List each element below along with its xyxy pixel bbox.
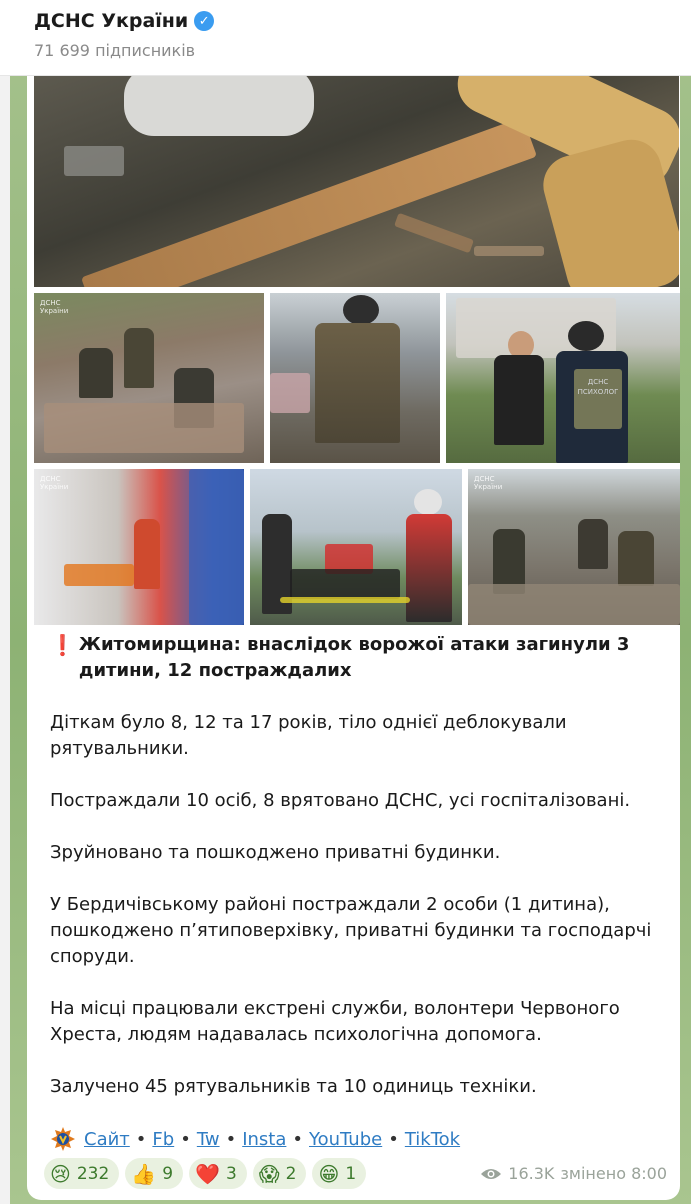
link-youtube[interactable]: YouTube	[309, 1128, 383, 1150]
screaming-face-icon: 😱	[258, 1161, 280, 1186]
door-shape	[189, 469, 244, 625]
reaction-count: 1	[345, 1163, 357, 1184]
volunteer-figure	[406, 514, 452, 622]
rescuer-figure	[124, 328, 154, 388]
stretcher-shape	[64, 564, 134, 586]
paragraph: Зруйновано та пошкоджено приватні будинки.	[50, 842, 501, 863]
photo-ambulance[interactable]	[34, 469, 244, 625]
title-text: Житомирщина: внаслідок ворожої атаки загинули 3 дитини, 12 постраждалих	[78, 634, 630, 681]
link-twitter[interactable]: Tw	[196, 1128, 220, 1150]
woman-figure	[494, 355, 544, 445]
eye-icon	[480, 1167, 502, 1181]
photo-main[interactable]	[34, 76, 679, 287]
reaction-heart[interactable]	[189, 1158, 247, 1189]
reaction-count: 232	[76, 1163, 110, 1184]
verified-icon: ✓	[194, 11, 214, 31]
paragraph: У Бердичівському районі постраждали 2 особи (1 дитина), пошкоджено п’ятиповерхівку, приватні будинки та господарчі споруди.	[50, 894, 652, 967]
vest-shape: ДСНС ПСИХОЛОГ	[574, 369, 622, 429]
photo-firefighter-sitting[interactable]	[270, 293, 440, 463]
social-links	[50, 1126, 460, 1152]
link-separator: •	[180, 1128, 191, 1150]
link-facebook[interactable]: Fb	[152, 1128, 175, 1150]
reaction-crying[interactable]	[44, 1158, 119, 1189]
medic-figure	[134, 519, 160, 589]
rescuer-figure	[578, 519, 608, 569]
rescuer-figure	[79, 348, 113, 398]
debris-shape	[468, 584, 680, 625]
plank-shape	[81, 117, 537, 287]
reaction-count: 9	[162, 1163, 174, 1184]
debris-shape	[270, 373, 310, 413]
photo-rescuers-rubble[interactable]	[34, 293, 264, 463]
photo-ruins-search[interactable]	[468, 469, 680, 625]
view-count: 16.3K	[508, 1164, 555, 1183]
reactions-bar	[44, 1158, 366, 1189]
dsns-emblem-icon	[50, 1126, 76, 1152]
reaction-count: 3	[225, 1163, 237, 1184]
thumbs-up-icon: 👍	[131, 1161, 157, 1186]
link-site[interactable]: Сайт	[84, 1128, 130, 1150]
link-separator: •	[388, 1128, 399, 1150]
watermark: ДСНС України	[474, 475, 503, 491]
crying-face-icon: 😢	[50, 1161, 71, 1186]
stretcher-shape	[290, 569, 400, 599]
link-tiktok[interactable]: TikTok	[404, 1128, 461, 1150]
debris-shape	[474, 246, 544, 256]
link-separator: •	[292, 1128, 304, 1150]
channel-title[interactable]	[34, 10, 691, 32]
stretcher-frame	[280, 597, 410, 603]
message-meta	[480, 1164, 667, 1183]
helmet-shape	[343, 295, 379, 325]
heart-icon: ❤️	[195, 1161, 220, 1186]
link-separator: •	[225, 1128, 237, 1150]
exclamation-icon: ❗	[50, 633, 75, 657]
person-head	[414, 489, 442, 515]
message-bubble	[27, 76, 680, 1200]
edited-timestamp: змінено 8:00	[560, 1164, 667, 1183]
channel-header[interactable]	[0, 0, 691, 76]
reaction-count: 2	[285, 1163, 297, 1184]
paragraph: Постраждали 10 осіб, 8 врятовано ДСНС, усі госпіталізовані.	[50, 790, 631, 811]
watermark: ДСНС України	[40, 299, 69, 315]
paragraph: На місці працювали екстрені служби, волонтери Червоного Хреста, людям надавалась психологічна допомога.	[50, 998, 620, 1045]
side-strip	[0, 76, 10, 1204]
message-text	[50, 632, 660, 1100]
message-title	[50, 632, 660, 684]
debris-shape	[44, 403, 244, 453]
helmet-shape	[568, 321, 604, 351]
watermark: ДСНС України	[40, 475, 69, 491]
glove-shape	[124, 76, 314, 136]
paragraph: Діткам було 8, 12 та 17 років, тіло однієї деблокували рятувальники.	[50, 712, 567, 759]
channel-name: ДСНС України	[34, 10, 189, 32]
reaction-grin[interactable]	[312, 1158, 366, 1189]
reaction-thumbs-up[interactable]	[125, 1158, 183, 1189]
firefighter-figure	[315, 323, 400, 443]
subscriber-count: 71 699 підписників	[34, 41, 196, 60]
grinning-face-icon: 😁	[318, 1161, 340, 1186]
reaction-scream[interactable]	[253, 1158, 307, 1189]
link-instagram[interactable]: Insta	[242, 1128, 287, 1150]
glove-shape	[537, 133, 679, 287]
debris-shape	[64, 146, 124, 176]
debris-shape	[394, 213, 474, 254]
link-separator: •	[135, 1128, 147, 1150]
photo-red-cross-stretcher[interactable]	[250, 469, 462, 625]
photo-psychologist[interactable]	[446, 293, 680, 463]
paragraph: Залучено 45 рятувальників та 10 одиниць техніки.	[50, 1076, 537, 1097]
rescuer-figure	[618, 531, 654, 586]
